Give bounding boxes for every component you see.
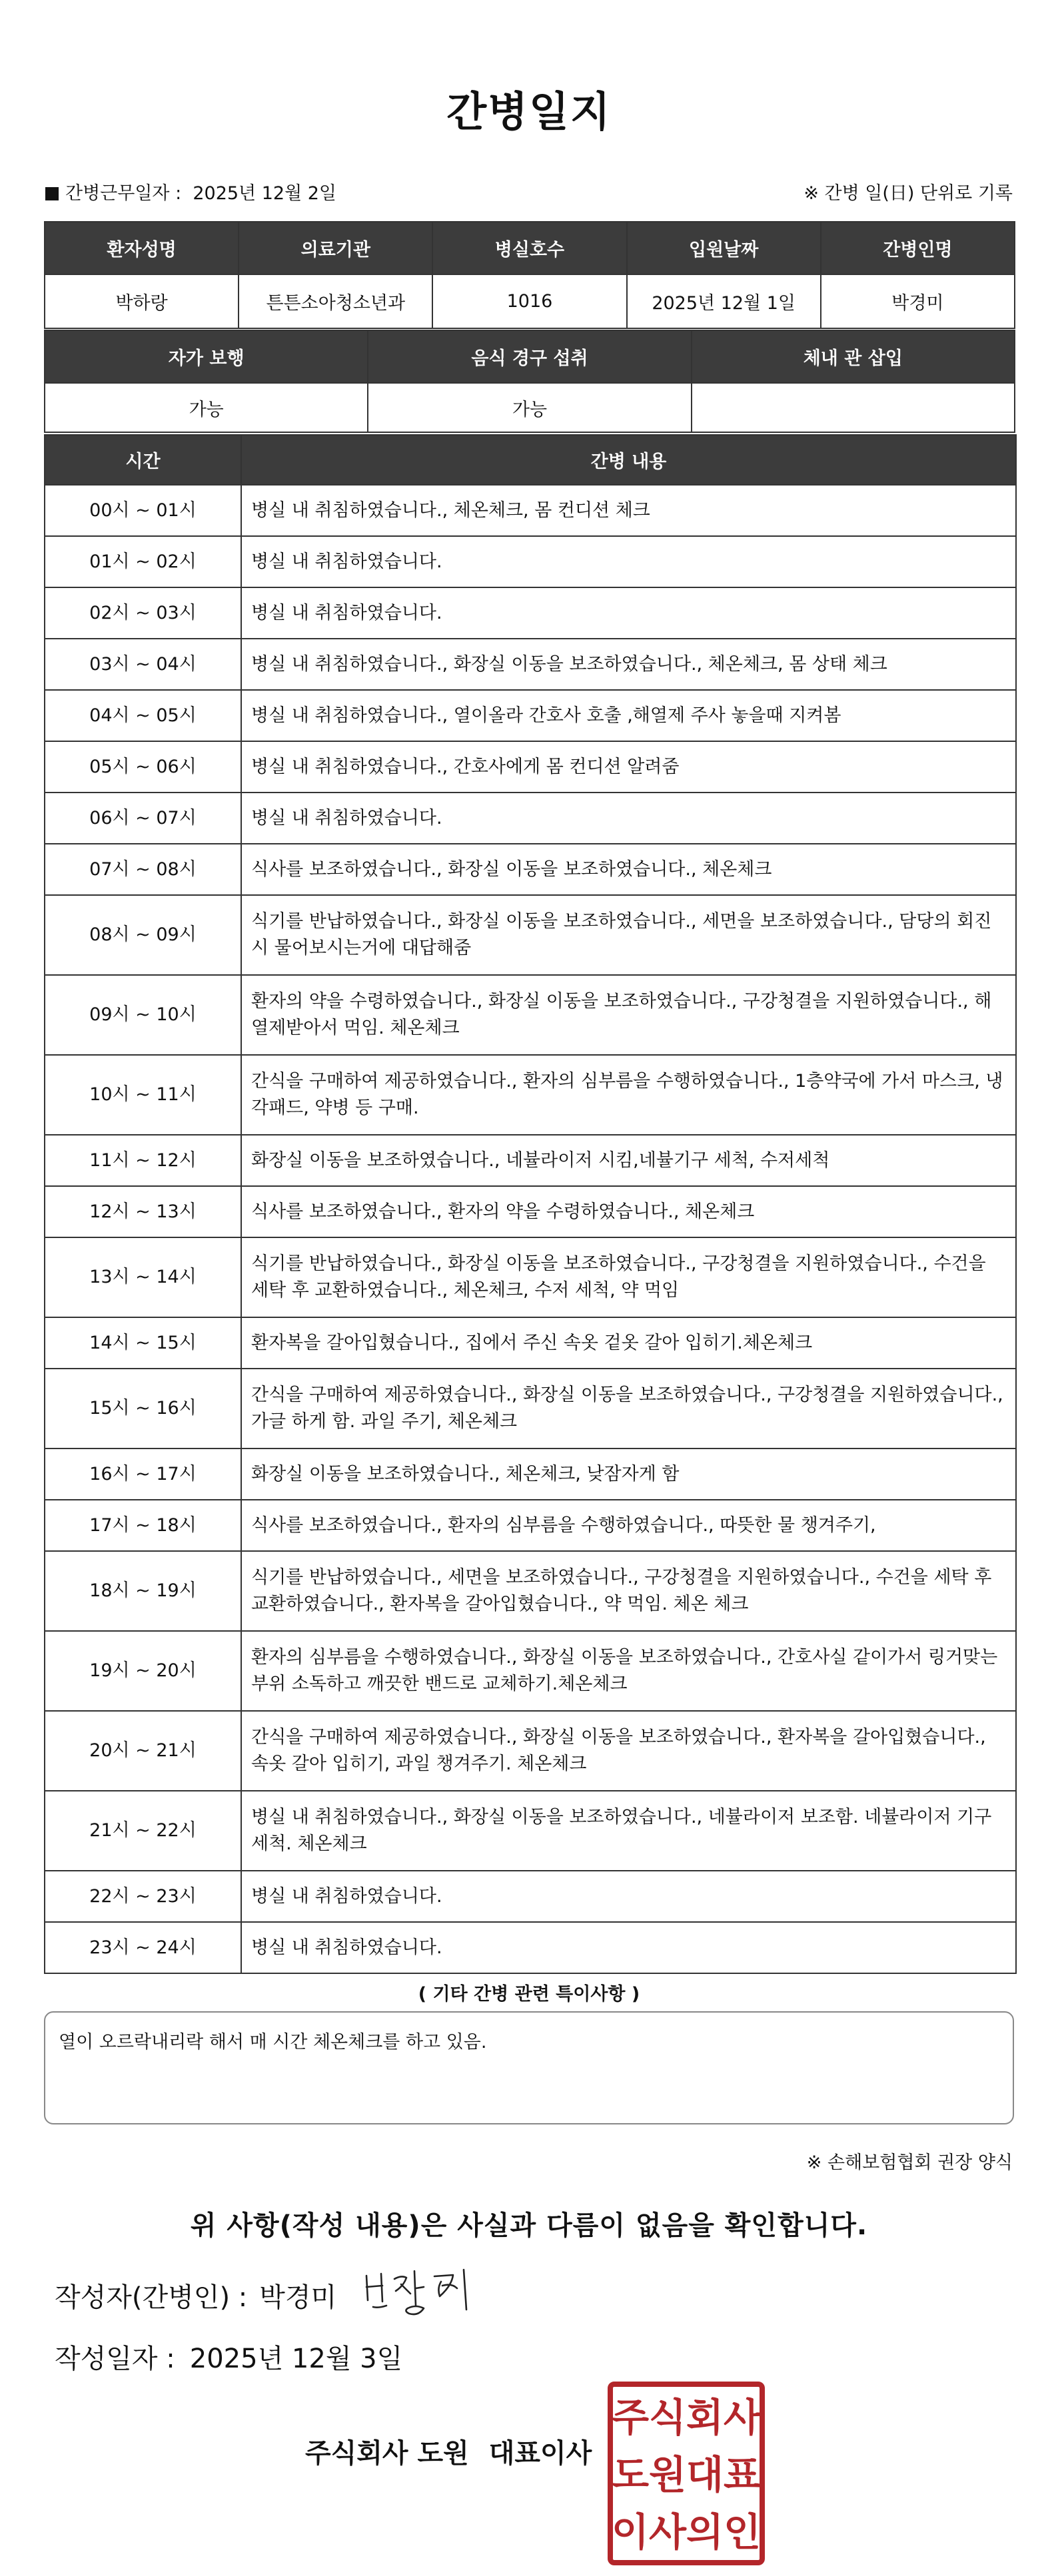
log-time: 15시 ~ 16시 (45, 1369, 241, 1449)
handwritten-signature (360, 2259, 486, 2319)
header-caregiver: 간병인명 (821, 222, 1015, 274)
writer-name: 박경미 (259, 2282, 337, 2313)
log-row (45, 1551, 1016, 1631)
hospital-name: 튼튼소아청소년과 (239, 274, 432, 328)
notes-box (44, 2011, 1014, 2124)
log-time: 16시 ~ 17시 (45, 1449, 241, 1500)
log-time: 22시 ~ 23시 (45, 1871, 241, 1922)
log-time: 03시 ~ 04시 (45, 639, 241, 690)
log-row (45, 793, 1016, 844)
log-content: 식사를 보조하였습니다., 환자의 심부름을 수행하였습니다., 따뜻한 물 챙겨주기, (241, 1500, 1016, 1551)
company-name: 주식회사 도원 (305, 2438, 469, 2469)
log-row (45, 1449, 1016, 1500)
self-walking-value: 가능 (45, 383, 368, 432)
unit-note: ※ 간병 일(日) 단위로 기록 (803, 183, 1013, 204)
room-number: 1016 (432, 274, 626, 328)
log-time: 20시 ~ 21시 (45, 1711, 241, 1791)
log-time: 21시 ~ 22시 (45, 1791, 241, 1871)
log-time: 00시 ~ 01시 (45, 485, 241, 536)
log-time: 06시 ~ 07시 (45, 793, 241, 844)
log-content: 식사를 보조하였습니다., 화장실 이동을 보조하였습니다., 체온체크 (241, 844, 1016, 895)
seal-character: 사 (648, 2509, 687, 2555)
log-time: 01시 ~ 02시 (45, 536, 241, 587)
log-row (45, 1791, 1016, 1871)
log-content: 병실 내 취침하였습니다. (241, 1922, 1016, 1973)
log-row (45, 1186, 1016, 1237)
header-tube-insertion: 체내 관 삽입 (692, 330, 1015, 383)
log-row (45, 639, 1016, 690)
header-care-content: 간병 내용 (241, 435, 1016, 485)
log-row (45, 587, 1016, 639)
log-row (45, 1500, 1016, 1551)
log-row (45, 1922, 1016, 1973)
confirmation-statement: 위 사항(작성 내용)은 사실과 다름이 없음을 확인합니다. (190, 2210, 868, 2241)
seal-character: 원 (648, 2452, 687, 2497)
log-row (45, 1135, 1016, 1186)
header-self-walking: 자가 보행 (45, 330, 368, 383)
log-row (45, 1631, 1016, 1711)
log-row (45, 844, 1016, 895)
caregiver-name: 박경미 (821, 274, 1015, 328)
log-time: 13시 ~ 14시 (45, 1237, 241, 1317)
log-time: 23시 ~ 24시 (45, 1922, 241, 1973)
admission-date: 2025년 12월 1일 (627, 274, 821, 328)
log-time: 19시 ~ 20시 (45, 1631, 241, 1711)
log-time: 12시 ~ 13시 (45, 1186, 241, 1237)
seal-character: 주 (611, 2395, 650, 2440)
ability-value-row (45, 383, 1015, 432)
log-row (45, 485, 1016, 536)
company-line (305, 2432, 592, 2470)
log-body (45, 485, 1016, 1973)
log-time: 11시 ~ 12시 (45, 1135, 241, 1186)
log-content: 병실 내 취침하였습니다., 화장실 이동을 보조하였습니다., 네뷸라이저 보조함. 네뷸라이저 기구 세척. 체온체크 (241, 1791, 1016, 1871)
written-date-label: 작성일자 : (55, 2344, 175, 2374)
log-time: 02시 ~ 03시 (45, 587, 241, 639)
ability-table (44, 330, 1015, 433)
log-content: 식기를 반납하였습니다., 화장실 이동을 보조하였습니다., 세면을 보조하였습니다., 담당의 회진시 물어보시는거에 대답해줌 (241, 895, 1016, 975)
log-content: 식사를 보조하였습니다., 환자의 약을 수령하였습니다., 체온체크 (241, 1186, 1016, 1237)
written-date-line (55, 2338, 402, 2376)
seal-character: 인 (723, 2509, 762, 2555)
patient-header-row (45, 222, 1015, 274)
log-content: 병실 내 취침하였습니다. (241, 1871, 1016, 1922)
log-content: 환자의 약을 수령하였습니다., 화장실 이동을 보조하였습니다., 구강청결을 지원하였습니다., 해열제받아서 먹임. 체온체크 (241, 975, 1016, 1055)
log-content: 병실 내 취침하였습니다. (241, 536, 1016, 587)
log-row (45, 1055, 1016, 1135)
log-content: 간식을 구매하여 제공하였습니다., 화장실 이동을 보조하였습니다., 환자복을 갈아입혔습니다., 속옷 갈아 입히기, 과일 챙겨주기. 체온체크 (241, 1711, 1016, 1791)
log-row (45, 1871, 1016, 1922)
log-content: 간식을 구매하여 제공하였습니다., 환자의 심부름을 수행하였습니다., 1층약국에 가서 마스크, 냉각패드, 약병 등 구매. (241, 1055, 1016, 1135)
log-time: 10시 ~ 11시 (45, 1055, 241, 1135)
care-log-table (44, 434, 1017, 1974)
care-date-value: 2025년 12월 2일 (193, 183, 337, 204)
oral-intake-value: 가능 (368, 383, 691, 432)
log-time: 14시 ~ 15시 (45, 1317, 241, 1369)
log-row (45, 690, 1016, 741)
header-admission-date: 입원날짜 (627, 222, 821, 274)
header-oral-intake: 음식 경구 섭취 (368, 330, 691, 383)
company-seal (606, 2380, 766, 2567)
seal-character: 대 (686, 2452, 724, 2497)
log-row (45, 741, 1016, 793)
tube-insertion-value (692, 383, 1015, 432)
header-room: 병실호수 (432, 222, 626, 274)
log-row (45, 1711, 1016, 1791)
log-row (45, 975, 1016, 1055)
log-content: 환자복을 갈아입혔습니다., 집에서 주신 속옷 겉옷 갈아 입히기.체온체크 (241, 1317, 1016, 1369)
ability-header-row (45, 330, 1015, 383)
document-title: 간병일지 (446, 87, 612, 136)
square-bullet-icon (45, 187, 59, 200)
seal-character: 도 (611, 2452, 650, 2497)
log-content: 화장실 이동을 보조하였습니다., 체온체크, 낮잠자게 함 (241, 1449, 1016, 1500)
log-content: 식기를 반납하였습니다., 화장실 이동을 보조하였습니다., 구강청결을 지원하였습니다., 수건을 세탁 후 교환하였습니다., 체온체크, 수저 세척, 약 먹임 (241, 1237, 1016, 1317)
patient-value-row (45, 274, 1015, 328)
patient-name: 박하랑 (45, 274, 239, 328)
log-content: 병실 내 취침하였습니다. (241, 793, 1016, 844)
log-row (45, 895, 1016, 975)
log-row (45, 1317, 1016, 1369)
care-date (45, 178, 336, 204)
log-time: 07시 ~ 08시 (45, 844, 241, 895)
header-time: 시간 (45, 435, 241, 485)
log-content: 병실 내 취침하였습니다., 체온체크, 몸 컨디션 체크 (241, 485, 1016, 536)
seal-character: 사 (723, 2395, 762, 2440)
seal-character: 회 (686, 2395, 724, 2440)
notes-title: ( 기타 간병 관련 특이사항 ) (418, 1984, 640, 2005)
log-time: 18시 ~ 19시 (45, 1551, 241, 1631)
log-content: 병실 내 취침하였습니다., 열이올라 간호사 호출 ,해열제 주사 놓을때 지켜봄 (241, 690, 1016, 741)
log-content: 병실 내 취침하였습니다. (241, 587, 1016, 639)
written-date-value: 2025년 12월 3일 (189, 2344, 403, 2374)
writer-line (55, 2276, 336, 2314)
recommend-note: ※ 손해보험협회 권장 양식 (806, 2152, 1013, 2173)
log-content: 병실 내 취침하였습니다., 간호사에게 몸 컨디션 알려줌 (241, 741, 1016, 793)
header-hospital: 의료기관 (239, 222, 432, 274)
log-time: 17시 ~ 18시 (45, 1500, 241, 1551)
header-patient-name: 환자성명 (45, 222, 239, 274)
log-time: 04시 ~ 05시 (45, 690, 241, 741)
log-time: 05시 ~ 06시 (45, 741, 241, 793)
log-content: 식기를 반납하였습니다., 세면을 보조하였습니다., 구강청결을 지원하였습니다., 수건을 세탁 후 교환하였습니다., 환자복을 갈아입혔습니다., 약 먹임. 체온 체크 (241, 1551, 1016, 1631)
log-row (45, 536, 1016, 587)
seal-character: 표 (723, 2452, 762, 2497)
patient-info-table (44, 221, 1015, 329)
log-content: 간식을 구매하여 제공하였습니다., 화장실 이동을 보조하였습니다., 구강청결을 지원하였습니다., 가글 하게 함. 과일 주기, 체온체크 (241, 1369, 1016, 1449)
care-date-label: 간병근무일자 : (65, 183, 182, 204)
log-content: 화장실 이동을 보조하였습니다., 네뷸라이저 시킴,네뷸기구 세척, 수저세척 (241, 1135, 1016, 1186)
log-time: 09시 ~ 10시 (45, 975, 241, 1055)
log-content: 환자의 심부름을 수행하였습니다., 화장실 이동을 보조하였습니다., 간호사실 같이가서 링거맞는 부위 소독하고 깨끗한 밴드로 교체하기.체온체크 (241, 1631, 1016, 1711)
representative-title: 대표이사 (488, 2438, 592, 2469)
log-content: 병실 내 취침하였습니다., 화장실 이동을 보조하였습니다., 체온체크, 몸 상태 체크 (241, 639, 1016, 690)
notes-content: 열이 오르락내리락 해서 매 시간 체온체크를 하고 있음. (59, 2032, 487, 2053)
log-row (45, 1369, 1016, 1449)
writer-label: 작성자(간병인) : (55, 2282, 248, 2313)
log-time: 08시 ~ 09시 (45, 895, 241, 975)
seal-character: 의 (686, 2509, 724, 2555)
seal-character: 이 (611, 2509, 650, 2555)
log-header-row (45, 435, 1016, 485)
log-row (45, 1237, 1016, 1317)
seal-character: 식 (648, 2395, 687, 2440)
